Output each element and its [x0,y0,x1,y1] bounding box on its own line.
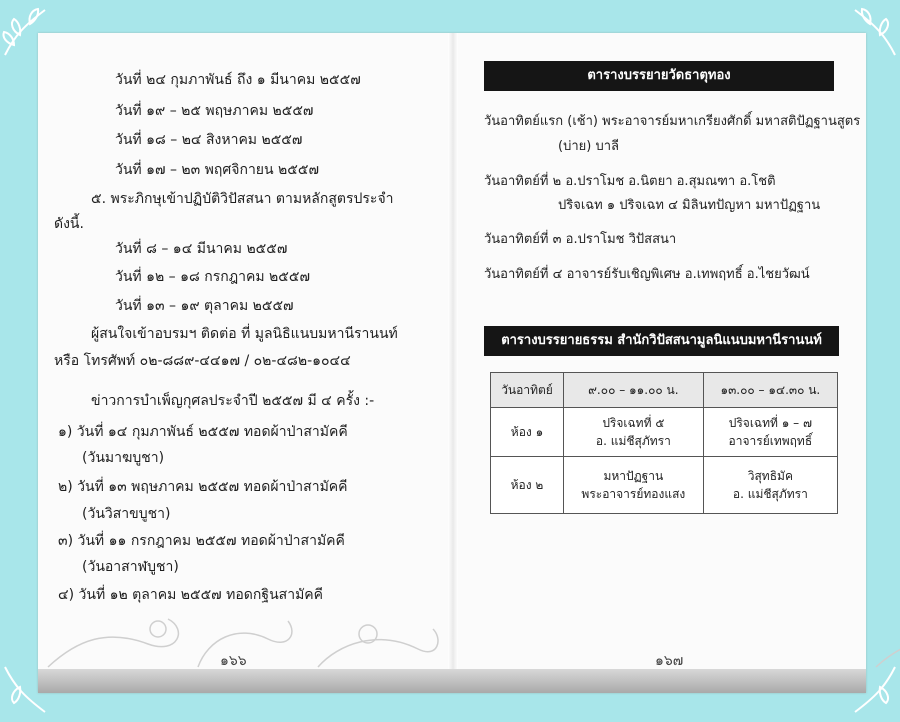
table-row [491,408,838,457]
schedule-line: วันอาทิตย์ที่ ๒ อ.ปราโมช อ.นิตยา อ.สุมณฑา อ.โชติ [484,174,776,189]
text-line: (วันอาสาฬบูชา) [82,559,179,575]
cell-line: มหาปัฏฐาน [603,469,664,483]
table-cell: ห้อง ๑ [491,408,564,457]
table-row [491,457,838,514]
left-page [38,33,452,693]
text-line: หรือ โทรศัพท์ ๐๒-๘๘๙-๔๔๑๗ / ๐๒-๔๘๒-๑๐๔๔ [54,353,351,369]
text-line: (วันวิสาขบูชา) [82,506,171,522]
table-header-row [491,373,838,408]
table-header-cell: วันอาทิตย์ [491,373,564,408]
page-bottom-band [38,669,866,693]
text-line: ๑) วันที่ ๑๔ กุมภาพันธ์ ๒๕๕๗ ทอดผ้าป่าสามัคคี [58,424,348,440]
text-line: วันที่ ๑๗ – ๒๓ พฤศจิกายน ๒๕๕๗ [115,162,319,178]
schedule-line: (บ่าย) บาลี [558,139,619,154]
schedule-line: ปริจเฉท ๑ ปริจเฉท ๔ มิลินทปัญหา มหาปัฏฐาน [558,198,821,213]
schedule-line: วันอาทิตย์แรก (เช้า) พระอาจารย์มหาเกรียงศักดิ์ มหาสติปัฏฐานสูตร [484,114,861,129]
cell-line: อาจารย์เทพฤทธิ์ [728,434,813,448]
schedule-line: วันอาทิตย์ที่ ๓ อ.ปราโมช วิปัสสนา [484,232,677,247]
text-line: วันที่ ๑๘ – ๒๔ สิงหาคม ๒๕๕๗ [115,132,303,148]
text-line: ๕. พระภิกษุเข้าปฏิบัติวิปัสสนา ตามหลักสูตรประจำ [91,191,394,207]
open-book [38,33,866,693]
page-number: ๑๖๗ [655,653,684,669]
cell-line: อ. แม่ชีสุภัทรา [732,487,808,501]
text-line: ข่าวการบำเพ็ญกุศลประจำปี ๒๕๕๗ มี ๔ ครั้ง :- [91,393,375,409]
cell-line: วิสุทธิมัค [747,469,793,483]
text-line: (วันมาฆบูชา) [82,450,165,466]
table-cell [564,457,704,514]
text-line: ๒) วันที่ ๑๓ พฤษภาคม ๒๕๕๗ ทอดผ้าป่าสามัคคี [58,479,348,495]
cell-line: อ. แม่ชีสุภัทรา [595,434,671,448]
table-cell: ห้อง ๒ [491,457,564,514]
cell-line: ปริจเฉทที่ ๑ – ๗ [728,416,812,430]
table-cell [703,408,837,457]
text-line: วันที่ ๒๔ กุมภาพันธ์ ถึง ๑ มีนาคม ๒๕๕๗ [115,72,361,88]
text-line: ดังนี้. [54,216,84,232]
table-cell [703,457,837,514]
text-line: วันที่ ๑๒ – ๑๘ กรกฎาคม ๒๕๕๗ [115,269,310,285]
floral-ornament-icon [866,599,900,669]
table-cell [564,408,704,457]
text-line: วันที่ ๑๙ – ๒๕ พฤษภาคม ๒๕๕๗ [115,103,314,119]
text-line: วันที่ ๑๓ – ๑๙ ตุลาคม ๒๕๕๗ [115,298,294,314]
text-line: วันที่ ๘ – ๑๔ มีนาคม ๒๕๕๗ [115,241,288,257]
table-header-cell: ๑๓.๐๐ – ๑๔.๓๐ น. [703,373,837,408]
text-line: ผู้สนใจเข้าอบรมฯ ติดต่อ ที่ มูลนิธิแนบมหานีรานนท์ [91,326,398,342]
cell-line: พระอาจารย์ทองแสง [581,487,686,501]
right-page [452,33,866,693]
lecture-table [490,372,838,514]
page-number: ๑๖๖ [220,653,247,669]
text-line: ๓) วันที่ ๑๑ กรกฎาคม ๒๕๕๗ ทอดผ้าป่าสามัคคี [58,533,345,549]
table-header-cell: ๙.๐๐ – ๑๑.๐๐ น. [564,373,704,408]
schedule-line: วันอาทิตย์ที่ ๔ อาจารย์รับเชิญพิเศษ อ.เทพฤทธิ์ อ.ไชยวัฒน์ [484,267,810,282]
section-header: ตารางบรรยายวัดธาตุทอง [484,61,834,91]
section-header: ตารางบรรยายธรรม สำนักวิปัสสนามูลนิแนบมหานีรานนท์ [484,326,839,356]
text-line: ๔) วันที่ ๑๒ ตุลาคม ๒๕๕๗ ทอดกฐินสามัคคี [58,587,324,603]
cell-line: ปริจเฉทที่ ๕ [602,416,665,430]
